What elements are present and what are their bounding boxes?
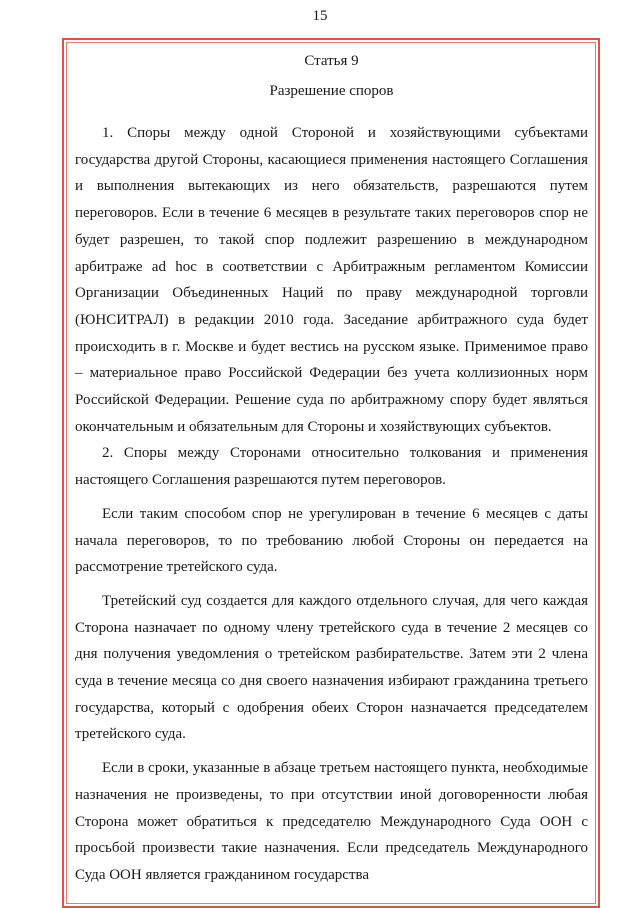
paragraph-5: Если в сроки, указанные в абзаце третьем настоящего пункта, необходимые назначения не произведены, то при отсутствии иной договоренности любая Сторона может обратиться к председателю Международного Суда ООН с просьбой произвести такие назначения. Если председатель Международного Суда ООН является гражданином государства [75, 760, 588, 883]
article-subtitle: Разрешение споров [269, 83, 394, 99]
page-number: 15 [312, 8, 328, 24]
paragraph-1: 1. Споры между одной Стороной и хозяйствующими субъектами государства другой Стороны, касающиеся применения настоящего Соглашения и выполнения вытекающих из него обязательств, разрешаются путем переговоров. Если в течение 6 месяцев в результате таких переговоров спор не будет разрешен, то такой спор подлежит разрешению в международном арбитраже ad hoc в соответствии с Арбитражным регламентом Комиссии Организации Объединенных Наций по праву международной торговли (ЮНСИТРАЛ) в редакции 2010 года. Заседание арбитражного суда будет происходить в г. Москве и будет вестись на русском языке. Применимое право – материальное право Российской Федерации без учета коллизионных норм Российской Федерации. Решение суда по арбитражному спору будет являться окончательным и обязательным для Стороны и хозяйствующих субъектов. [75, 125, 588, 435]
paragraph-2: 2. Споры между Сторонами относительно толкования и применения настоящего Соглашения разрешаются путем переговоров. [75, 445, 588, 489]
paragraph-3: Если таким способом спор не урегулирован в течение 6 месяцев с даты начала переговоров, то по требованию любой Стороны он передается на рассмотрение третейского суда. [75, 505, 588, 576]
paragraph-4: Третейский суд создается для каждого отдельного случая, для чего каждая Сторона назначает по одному члену третейского суда в течение 2 месяцев со дня получения уведомления о третейском разбирательстве. Затем эти 2 члена суда в течение месяца со дня своего назначения избирают гражданина третьего государства, который с одобрения обеих Сторон назначается председателем третейского суда. [75, 592, 588, 743]
document-body [75, 48, 588, 889]
article-title: Статья 9 [304, 53, 359, 69]
